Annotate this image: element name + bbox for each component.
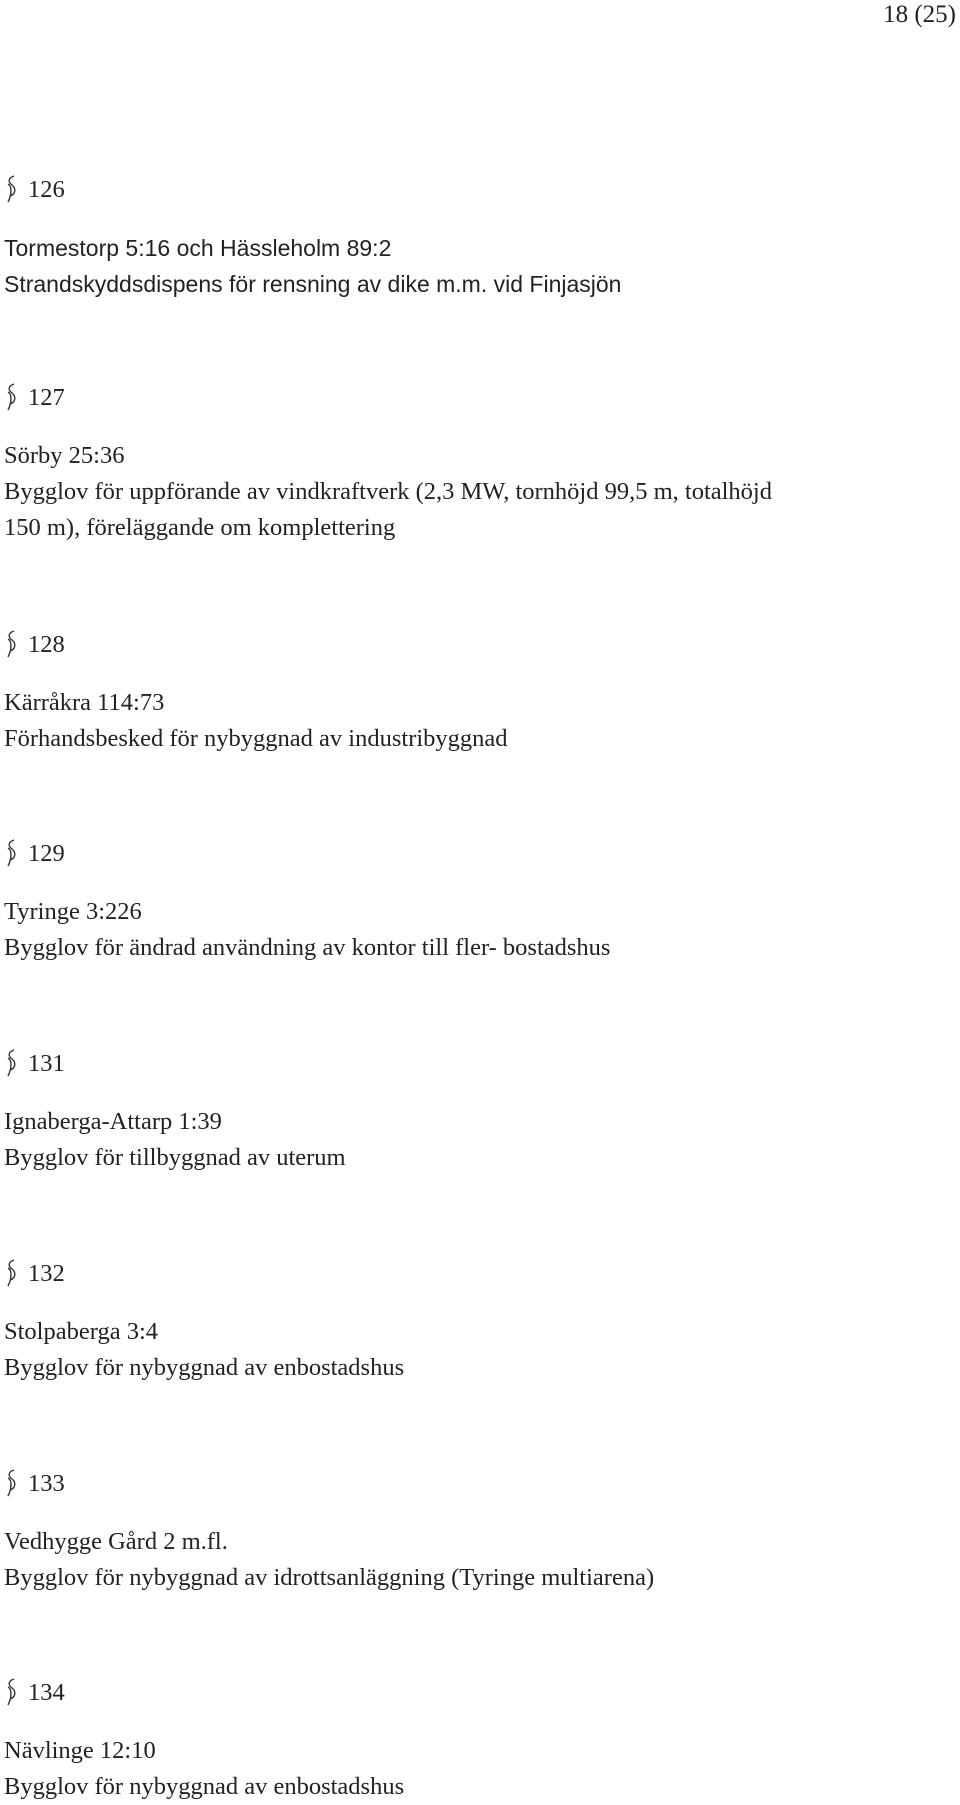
- section-number: 127: [28, 384, 65, 411]
- property-name: Sörby 25:36: [4, 442, 125, 469]
- section-sign-icon: [4, 627, 18, 663]
- entry-127: [4, 380, 954, 546]
- section-heading: [4, 1256, 954, 1292]
- section-heading: [4, 1675, 954, 1711]
- property-name: Vedhygge Gård 2 m.fl.: [4, 1528, 228, 1555]
- property-name: Ignaberga-Attarp 1:39: [4, 1108, 222, 1135]
- case-description: Strandskyddsdispens för rensning av dike m.m. vid Finjasjön: [4, 271, 622, 297]
- section-heading: [4, 1466, 954, 1502]
- entry-128: [4, 627, 954, 757]
- section-heading: [4, 172, 954, 208]
- section-heading: [4, 627, 954, 663]
- section-number: 129: [28, 840, 65, 867]
- case-description: Bygglov för uppförande av vindkraftverk (2,3 MW, tornhöjd 99,5 m, totalhöjd: [4, 478, 772, 505]
- page-number: 18 (25): [883, 1, 956, 28]
- section-sign-icon: [4, 1675, 18, 1711]
- property-name: Tormestorp 5:16 och Hässleholm 89:2: [4, 235, 392, 261]
- case-description: Förhandsbesked för nybyggnad av industribyggnad: [4, 725, 508, 752]
- section-number: 131: [28, 1050, 65, 1077]
- property-name: Stolpaberga 3:4: [4, 1318, 159, 1345]
- entry-126: [4, 172, 954, 302]
- property-name: Tyringe 3:226: [4, 898, 142, 925]
- case-description: Bygglov för nybyggnad av enbostadshus: [4, 1354, 405, 1381]
- section-number: 128: [28, 631, 65, 658]
- section-sign-icon: [4, 836, 18, 872]
- property-name: Kärråkra 114:73: [4, 689, 165, 716]
- section-sign-icon: [4, 1046, 18, 1082]
- section-sign-icon: [4, 1256, 18, 1292]
- case-description: Bygglov för tillbyggnad av uterum: [4, 1144, 346, 1171]
- section-sign-icon: [4, 380, 18, 416]
- entry-129: [4, 836, 954, 966]
- entry-131: [4, 1046, 954, 1176]
- section-number: 133: [28, 1470, 65, 1497]
- case-description: 150 m), föreläggande om komplettering: [4, 514, 396, 541]
- section-number: 126: [28, 176, 65, 203]
- entry-132: [4, 1256, 954, 1386]
- section-number: 134: [28, 1679, 65, 1706]
- section-sign-icon: [4, 172, 18, 208]
- section-number: 132: [28, 1260, 65, 1287]
- section-heading: [4, 1046, 954, 1082]
- section-heading: [4, 836, 954, 872]
- case-description: Bygglov för ändrad användning av kontor till fler- bostadshus: [4, 934, 611, 961]
- section-heading: [4, 380, 954, 416]
- entry-133: [4, 1466, 954, 1596]
- section-sign-icon: [4, 1466, 18, 1502]
- property-name: Nävlinge 12:10: [4, 1737, 156, 1764]
- case-description: Bygglov för nybyggnad av idrottsanläggning (Tyringe multiarena): [4, 1564, 655, 1591]
- entry-134: [4, 1675, 954, 1805]
- case-description: Bygglov för nybyggnad av enbostadshus: [4, 1773, 405, 1800]
